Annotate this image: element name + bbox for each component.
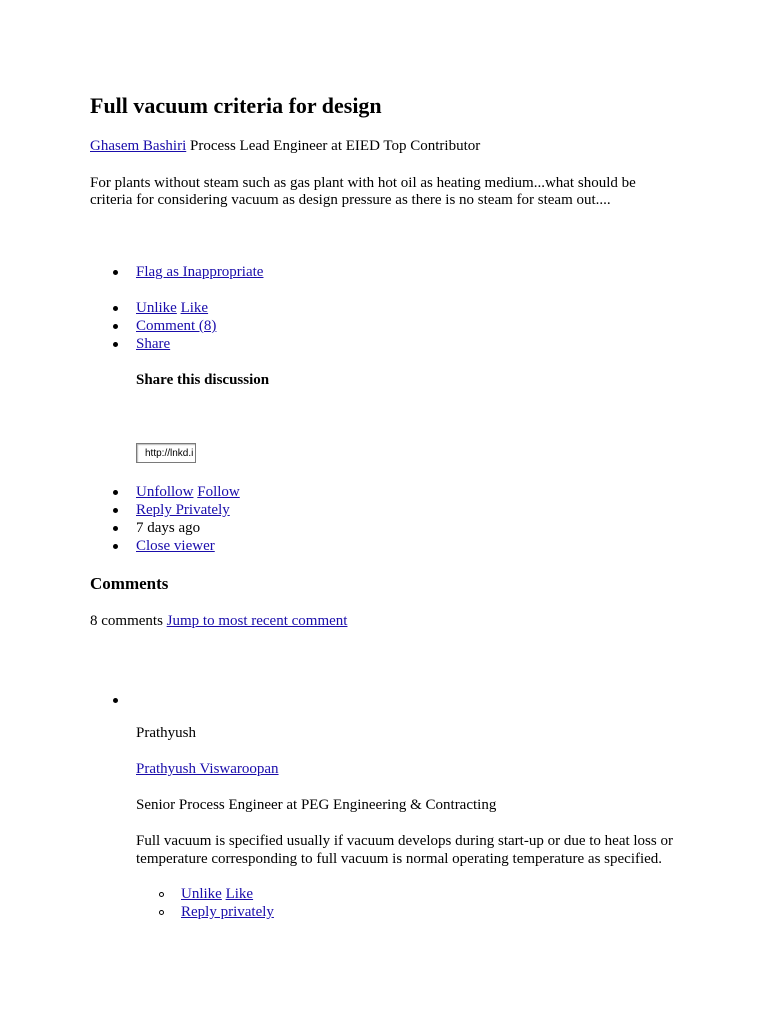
bullet <box>113 508 118 513</box>
author-headline: Process Lead Engineer at EIED Top Contributor <box>189 138 481 154</box>
jump-to-recent-link[interactable]: Jump to most recent comment <box>166 613 348 629</box>
close-viewer-link[interactable]: Close viewer <box>136 538 215 554</box>
unfollow-link[interactable]: Unfollow <box>136 484 194 500</box>
bullet <box>113 544 118 549</box>
comment-unlike-link[interactable]: Unlike <box>181 886 222 902</box>
comment-bullet <box>113 698 118 703</box>
comments-heading: Comments <box>90 574 169 593</box>
reply-privately-item <box>136 501 230 519</box>
share-item <box>136 335 170 353</box>
flag-inappropriate-link[interactable]: Flag as Inappropriate <box>136 264 264 280</box>
close-viewer-item <box>136 537 215 555</box>
like-link[interactable]: Like <box>180 300 209 316</box>
commenter-profile-link[interactable]: Prathyush Viswaroopan <box>136 761 279 777</box>
bullet <box>113 306 118 311</box>
comment-reply-privately-link[interactable]: Reply privately <box>181 904 274 920</box>
share-link[interactable]: Share <box>136 336 171 352</box>
follow-item <box>136 483 240 501</box>
bullet <box>113 324 118 329</box>
discussion-body-line-1: For plants without steam such as gas plant with hot oil as heating medium...what should be <box>90 175 636 191</box>
comment-like-item <box>181 885 253 903</box>
post-age: 7 days ago <box>136 520 201 536</box>
bullet <box>113 526 118 531</box>
author-link[interactable]: Ghasem Bashiri <box>90 138 187 154</box>
comment-link[interactable]: Comment (8) <box>136 318 217 334</box>
author-line <box>90 137 480 155</box>
comments-summary <box>90 612 347 630</box>
reply-privately-link[interactable]: Reply Privately <box>136 502 230 518</box>
comments-count: 8 comments <box>90 613 163 629</box>
bullet <box>113 270 118 275</box>
commenter-headline: Senior Process Engineer at PEG Engineering & Contracting <box>136 797 497 813</box>
comment-like-link[interactable]: Like <box>225 886 254 902</box>
bullet <box>113 342 118 347</box>
comment-text-line-2: temperature corresponding to full vacuum is normal operating temperature as specified. <box>136 851 663 867</box>
comment-text-line-1: Full vacuum is specified usually if vacuum develops during start-up or due to heat loss or <box>136 833 673 849</box>
bullet <box>113 490 118 495</box>
sub-bullet <box>159 910 164 915</box>
share-url-input[interactable] <box>136 443 196 463</box>
commenter-name-item <box>136 760 279 778</box>
sub-bullet <box>159 892 164 897</box>
comment-reply-item <box>181 903 274 921</box>
like-item <box>136 299 208 317</box>
unlike-link[interactable]: Unlike <box>136 300 177 316</box>
follow-link[interactable]: Follow <box>197 484 240 500</box>
share-heading: Share this discussion <box>136 372 270 388</box>
comment-item <box>136 317 216 335</box>
commenter-short-name: Prathyush <box>136 725 196 741</box>
discussion-body-line-2: criteria for considering vacuum as design pressure as there is no steam for steam out.... <box>90 192 611 208</box>
flag-item <box>136 263 263 281</box>
page-title: Full vacuum criteria for design <box>90 93 382 118</box>
